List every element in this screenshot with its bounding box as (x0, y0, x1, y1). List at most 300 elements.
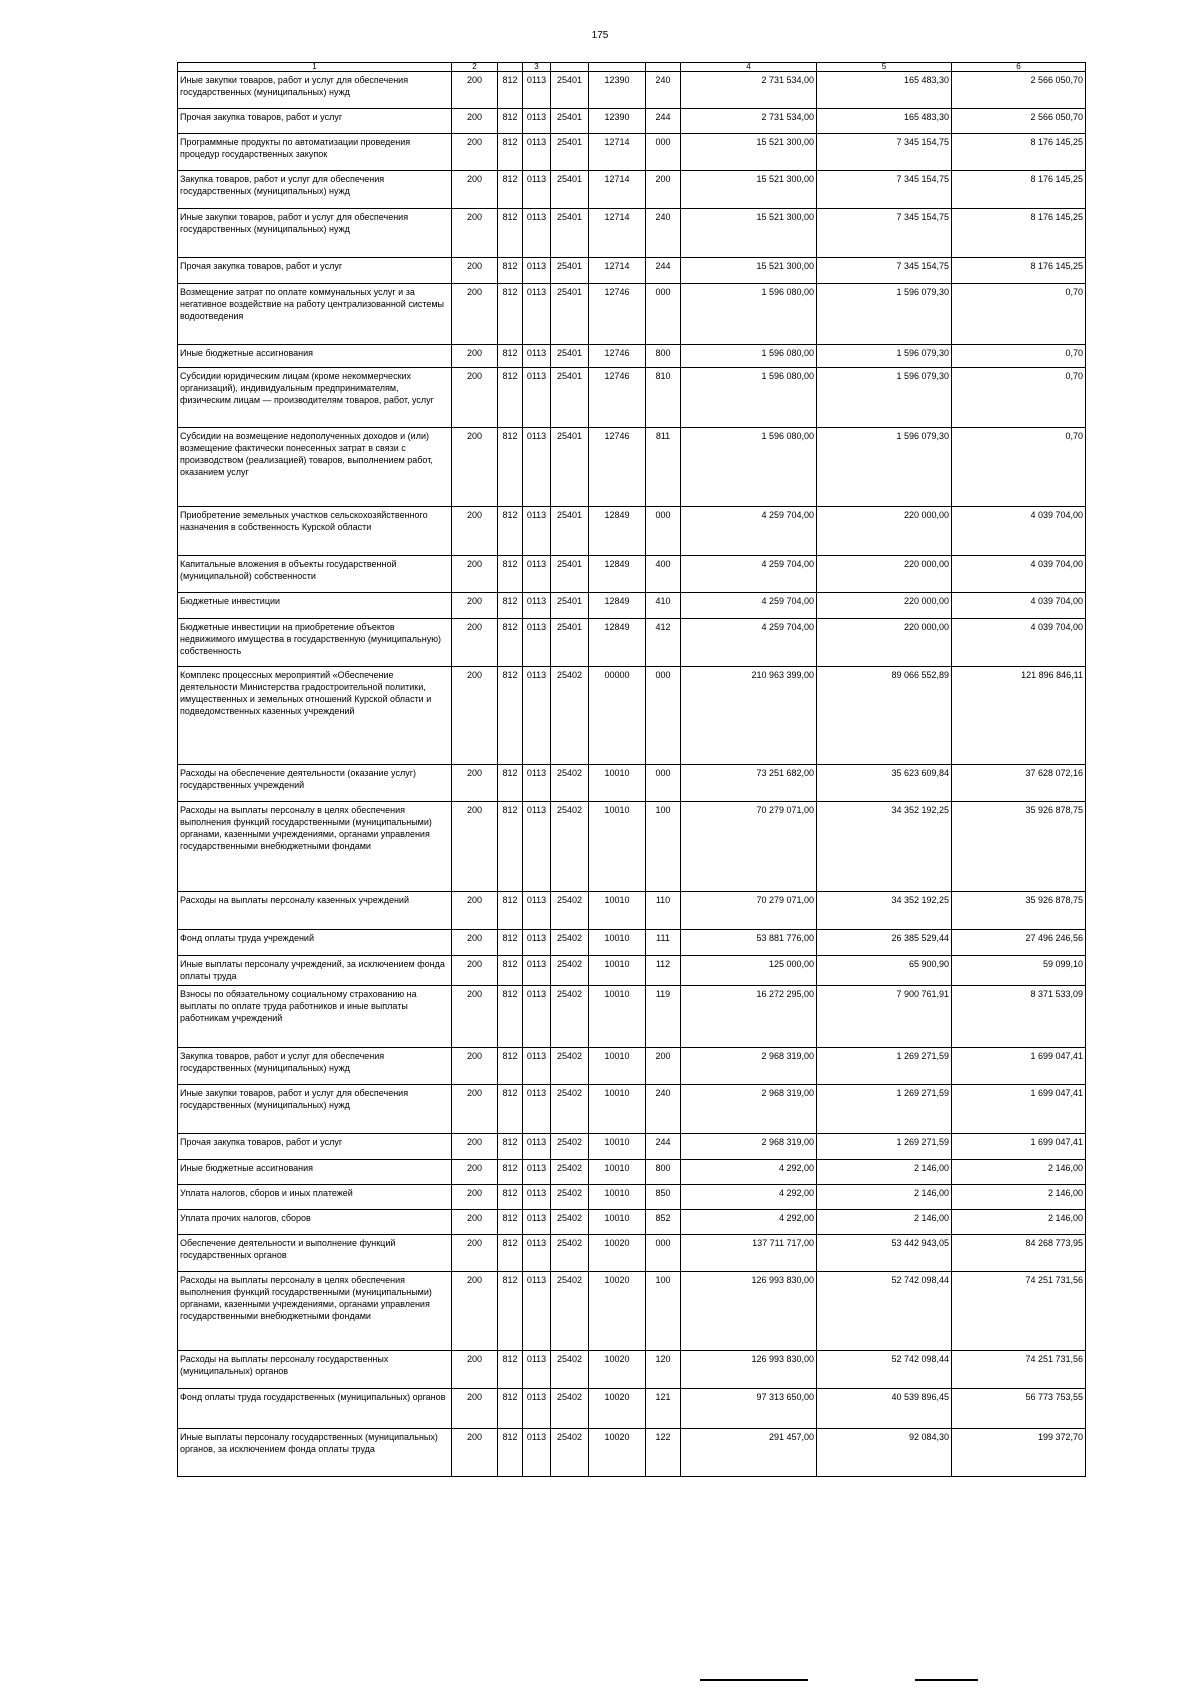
row-label-cell: Иные закупки товаров, работ и услуг для обеспечения государственных (муниципальных) нужд (178, 1085, 452, 1134)
table-row (178, 667, 1086, 765)
amount-cell: 16 272 295,00 (681, 986, 817, 1048)
code-cell: 850 (646, 1185, 681, 1210)
code-cell: 812 (498, 72, 523, 109)
code-cell: 812 (498, 1351, 523, 1389)
table-row (178, 930, 1086, 956)
code-cell: 25401 (551, 284, 589, 345)
amount-cell: 8 176 145,25 (952, 171, 1086, 209)
amount-cell: 2 731 534,00 (681, 109, 817, 134)
code-cell: 0113 (523, 1351, 551, 1389)
amount-cell: 0,70 (952, 284, 1086, 345)
amount-cell: 73 251 682,00 (681, 765, 817, 802)
code-cell: 200 (452, 1429, 498, 1477)
row-label-cell: Расходы на обеспечение деятельности (оказание услуг) государственных учреждений (178, 765, 452, 802)
code-cell: 812 (498, 930, 523, 956)
code-cell: 25401 (551, 109, 589, 134)
amount-cell: 126 993 830,00 (681, 1351, 817, 1389)
table-row (178, 1210, 1086, 1235)
code-cell: 000 (646, 134, 681, 171)
amount-cell: 92 084,30 (817, 1429, 952, 1477)
amount-cell: 2 146,00 (952, 1210, 1086, 1235)
amount-cell: 2 968 319,00 (681, 1134, 817, 1160)
table-row (178, 1351, 1086, 1389)
page-number: 175 (591, 30, 609, 41)
amount-cell: 65 900,90 (817, 956, 952, 986)
code-cell: 200 (452, 1210, 498, 1235)
amount-cell: 210 963 399,00 (681, 667, 817, 765)
table-row (178, 1429, 1086, 1477)
code-cell: 10010 (589, 956, 646, 986)
amount-cell: 165 483,30 (817, 109, 952, 134)
code-cell: 25401 (551, 593, 589, 619)
amount-cell: 15 521 300,00 (681, 209, 817, 258)
amount-cell: 1 699 047,41 (952, 1085, 1086, 1134)
code-cell: 852 (646, 1210, 681, 1235)
table-row (178, 134, 1086, 171)
code-cell: 812 (498, 134, 523, 171)
amount-cell: 7 345 154,75 (817, 134, 952, 171)
amount-cell: 35 926 878,75 (952, 892, 1086, 930)
code-cell: 0113 (523, 1272, 551, 1351)
code-cell: 121 (646, 1389, 681, 1429)
amount-cell: 7 900 761,91 (817, 986, 952, 1048)
amount-cell: 4 039 704,00 (952, 507, 1086, 556)
code-cell: 800 (646, 1160, 681, 1185)
amount-cell: 52 742 098,44 (817, 1351, 952, 1389)
code-cell: 400 (646, 556, 681, 593)
code-cell: 0113 (523, 1429, 551, 1477)
code-cell: 112 (646, 956, 681, 986)
code-cell: 25401 (551, 556, 589, 593)
code-cell: 10010 (589, 765, 646, 802)
code-cell: 0113 (523, 134, 551, 171)
code-cell: 200 (452, 667, 498, 765)
code-cell: 200 (452, 507, 498, 556)
amount-cell: 1 596 080,00 (681, 368, 817, 428)
amount-cell: 70 279 071,00 (681, 802, 817, 892)
code-cell: 10010 (589, 1185, 646, 1210)
code-cell: 25401 (551, 258, 589, 284)
row-label-cell: Обеспечение деятельности и выполнение функций государственных органов (178, 1235, 452, 1272)
code-cell: 200 (452, 1389, 498, 1429)
code-cell: 25401 (551, 507, 589, 556)
code-cell: 812 (498, 1429, 523, 1477)
amount-cell: 1 596 080,00 (681, 284, 817, 345)
amount-cell: 1 596 079,30 (817, 284, 952, 345)
column-number-cell (646, 63, 681, 72)
code-cell: 812 (498, 1272, 523, 1351)
code-cell: 0113 (523, 507, 551, 556)
code-cell: 10020 (589, 1429, 646, 1477)
amount-cell: 220 000,00 (817, 507, 952, 556)
code-cell: 25402 (551, 1210, 589, 1235)
row-label-cell: Закупка товаров, работ и услуг для обеспечения государственных (муниципальных) нужд (178, 1048, 452, 1085)
code-cell: 25402 (551, 1351, 589, 1389)
code-cell: 12746 (589, 428, 646, 507)
code-cell: 25401 (551, 619, 589, 667)
code-cell: 812 (498, 258, 523, 284)
code-cell: 0113 (523, 1210, 551, 1235)
table-row (178, 802, 1086, 892)
column-number-row (178, 63, 1086, 72)
amount-cell: 70 279 071,00 (681, 892, 817, 930)
code-cell: 812 (498, 556, 523, 593)
column-number-cell: 3 (523, 63, 551, 72)
amount-cell: 121 896 846,11 (952, 667, 1086, 765)
table-row (178, 209, 1086, 258)
row-label-cell: Расходы на выплаты персоналу государственных (муниципальных) органов (178, 1351, 452, 1389)
amount-cell: 2 968 319,00 (681, 1085, 817, 1134)
amount-cell: 8 371 533,09 (952, 986, 1086, 1048)
code-cell: 240 (646, 209, 681, 258)
code-cell: 0113 (523, 1085, 551, 1134)
table-row (178, 109, 1086, 134)
code-cell: 10010 (589, 1210, 646, 1235)
code-cell: 0113 (523, 1134, 551, 1160)
row-label-cell: Бюджетные инвестиции на приобретение объектов недвижимого имущества в государственную (муниципальную) собственность (178, 619, 452, 667)
row-label-cell: Субсидии юридическим лицам (кроме некоммерческих организаций), индивидуальным предпринимателям, физическим лицам — производителям товаров, работ, услуг (178, 368, 452, 428)
code-cell: 812 (498, 619, 523, 667)
code-cell: 25402 (551, 1235, 589, 1272)
amount-cell: 1 699 047,41 (952, 1134, 1086, 1160)
code-cell: 000 (646, 765, 681, 802)
row-label-cell: Комплекс процессных мероприятий «Обеспечение деятельности Министерства градостроительной политики, имущественных и земельных отношений Курской области и подведомственных казенных учреждений (178, 667, 452, 765)
footer-rule (915, 1679, 978, 1681)
code-cell: 10020 (589, 1351, 646, 1389)
code-cell: 812 (498, 109, 523, 134)
code-cell: 812 (498, 986, 523, 1048)
code-cell: 122 (646, 1429, 681, 1477)
code-cell: 200 (452, 258, 498, 284)
footer-rules (0, 1679, 1200, 1683)
table-row (178, 986, 1086, 1048)
amount-cell: 0,70 (952, 368, 1086, 428)
code-cell: 10010 (589, 1160, 646, 1185)
row-label-cell: Капитальные вложения в объекты государственной (муниципальной) собственности (178, 556, 452, 593)
code-cell: 12390 (589, 72, 646, 109)
amount-cell: 4 039 704,00 (952, 556, 1086, 593)
amount-cell: 1 596 079,30 (817, 368, 952, 428)
amount-cell: 199 372,70 (952, 1429, 1086, 1477)
amount-cell: 1 269 271,59 (817, 1085, 952, 1134)
code-cell: 0113 (523, 930, 551, 956)
amount-cell: 7 345 154,75 (817, 209, 952, 258)
code-cell: 200 (452, 1272, 498, 1351)
code-cell: 0113 (523, 171, 551, 209)
code-cell: 200 (646, 1048, 681, 1085)
code-cell: 200 (452, 428, 498, 507)
code-cell: 200 (452, 368, 498, 428)
table-row (178, 619, 1086, 667)
row-label-cell: Приобретение земельных участков сельскохозяйственного назначения в собственность Курской области (178, 507, 452, 556)
code-cell: 10010 (589, 1134, 646, 1160)
row-label-cell: Взносы по обязательному социальному страхованию на выплаты по оплате труда работников и иные выплаты работникам учреждений (178, 986, 452, 1048)
code-cell: 812 (498, 171, 523, 209)
amount-cell: 1 269 271,59 (817, 1134, 952, 1160)
amount-cell: 59 099,10 (952, 956, 1086, 986)
amount-cell: 137 711 717,00 (681, 1235, 817, 1272)
code-cell: 200 (452, 1048, 498, 1085)
column-number-cell (498, 63, 523, 72)
code-cell: 812 (498, 1389, 523, 1429)
row-label-cell: Прочая закупка товаров, работ и услуг (178, 109, 452, 134)
code-cell: 200 (452, 802, 498, 892)
code-cell: 812 (498, 892, 523, 930)
row-label-cell: Программные продукты по автоматизации проведения процедур государственных закупок (178, 134, 452, 171)
code-cell: 812 (498, 1048, 523, 1085)
code-cell: 25402 (551, 1272, 589, 1351)
code-cell: 200 (646, 171, 681, 209)
amount-cell: 53 881 776,00 (681, 930, 817, 956)
code-cell: 0113 (523, 209, 551, 258)
amount-cell: 2 146,00 (817, 1185, 952, 1210)
code-cell: 812 (498, 1210, 523, 1235)
code-cell: 812 (498, 1085, 523, 1134)
code-cell: 200 (452, 556, 498, 593)
amount-cell: 165 483,30 (817, 72, 952, 109)
code-cell: 100 (646, 1272, 681, 1351)
code-cell: 10010 (589, 930, 646, 956)
code-cell: 200 (452, 134, 498, 171)
amount-cell: 4 259 704,00 (681, 619, 817, 667)
amount-cell: 0,70 (952, 428, 1086, 507)
code-cell: 200 (452, 1085, 498, 1134)
code-cell: 0113 (523, 956, 551, 986)
code-cell: 0113 (523, 667, 551, 765)
code-cell: 812 (498, 284, 523, 345)
table-row (178, 1235, 1086, 1272)
row-label-cell: Прочая закупка товаров, работ и услуг (178, 258, 452, 284)
amount-cell: 1 596 080,00 (681, 428, 817, 507)
code-cell: 100 (646, 802, 681, 892)
code-cell: 12849 (589, 507, 646, 556)
row-label-cell: Фонд оплаты труда учреждений (178, 930, 452, 956)
code-cell: 244 (646, 1134, 681, 1160)
code-cell: 0113 (523, 1185, 551, 1210)
code-cell: 0113 (523, 802, 551, 892)
code-cell: 200 (452, 171, 498, 209)
code-cell: 0113 (523, 345, 551, 368)
amount-cell: 1 699 047,41 (952, 1048, 1086, 1085)
code-cell: 25402 (551, 892, 589, 930)
code-cell: 0113 (523, 619, 551, 667)
code-cell: 812 (498, 802, 523, 892)
table-row (178, 284, 1086, 345)
code-cell: 0113 (523, 1389, 551, 1429)
code-cell: 12746 (589, 368, 646, 428)
table-row (178, 368, 1086, 428)
row-label-cell: Иные выплаты персоналу учреждений, за исключением фонда оплаты труда (178, 956, 452, 986)
code-cell: 811 (646, 428, 681, 507)
code-cell: 200 (452, 593, 498, 619)
code-cell: 12849 (589, 619, 646, 667)
code-cell: 25402 (551, 1134, 589, 1160)
code-cell: 200 (452, 1185, 498, 1210)
row-label-cell: Возмещение затрат по оплате коммунальных услуг и за негативное воздействие на работу централизованной системы водоотведения (178, 284, 452, 345)
column-number-cell (551, 63, 589, 72)
code-cell: 25401 (551, 428, 589, 507)
column-number-cell: 1 (178, 63, 452, 72)
amount-cell: 1 596 080,00 (681, 345, 817, 368)
row-label-cell: Расходы на выплаты персоналу в целях обеспечения выполнения функций государственными (муниципальными) органами, казенными учреждениями, органами управления государственными внебюджетными фондами (178, 802, 452, 892)
table-row (178, 765, 1086, 802)
amount-cell: 1 269 271,59 (817, 1048, 952, 1085)
table-row (178, 428, 1086, 507)
amount-cell: 220 000,00 (817, 619, 952, 667)
amount-cell: 220 000,00 (817, 556, 952, 593)
row-label-cell: Иные закупки товаров, работ и услуг для обеспечения государственных (муниципальных) нужд (178, 209, 452, 258)
table-row (178, 1389, 1086, 1429)
amount-cell: 291 457,00 (681, 1429, 817, 1477)
amount-cell: 34 352 192,25 (817, 802, 952, 892)
code-cell: 244 (646, 258, 681, 284)
column-number-cell: 6 (952, 63, 1086, 72)
amount-cell: 2 146,00 (952, 1185, 1086, 1210)
code-cell: 200 (452, 109, 498, 134)
table-row (178, 507, 1086, 556)
code-cell: 0113 (523, 1048, 551, 1085)
table-row (178, 1134, 1086, 1160)
amount-cell: 34 352 192,25 (817, 892, 952, 930)
code-cell: 200 (452, 1235, 498, 1272)
amount-cell: 1 596 079,30 (817, 428, 952, 507)
code-cell: 25402 (551, 1160, 589, 1185)
row-label-cell: Расходы на выплаты персоналу казенных учреждений (178, 892, 452, 930)
code-cell: 812 (498, 1235, 523, 1272)
code-cell: 000 (646, 1235, 681, 1272)
code-cell: 244 (646, 109, 681, 134)
code-cell: 200 (452, 345, 498, 368)
amount-cell: 4 259 704,00 (681, 593, 817, 619)
code-cell: 812 (498, 1160, 523, 1185)
code-cell: 10010 (589, 1048, 646, 1085)
code-cell: 812 (498, 667, 523, 765)
amount-cell: 56 773 753,55 (952, 1389, 1086, 1429)
amount-cell: 15 521 300,00 (681, 134, 817, 171)
amount-cell: 2 146,00 (817, 1210, 952, 1235)
footer-rule (700, 1679, 808, 1681)
code-cell: 0113 (523, 109, 551, 134)
code-cell: 0113 (523, 1235, 551, 1272)
code-cell: 240 (646, 72, 681, 109)
code-cell: 412 (646, 619, 681, 667)
amount-cell: 8 176 145,25 (952, 209, 1086, 258)
code-cell: 25402 (551, 1085, 589, 1134)
amount-cell: 74 251 731,56 (952, 1272, 1086, 1351)
code-cell: 12849 (589, 556, 646, 593)
amount-cell: 4 259 704,00 (681, 507, 817, 556)
code-cell: 00000 (589, 667, 646, 765)
code-cell: 12714 (589, 258, 646, 284)
amount-cell: 15 521 300,00 (681, 171, 817, 209)
code-cell: 812 (498, 428, 523, 507)
code-cell: 25401 (551, 134, 589, 171)
amount-cell: 0,70 (952, 345, 1086, 368)
amount-cell: 89 066 552,89 (817, 667, 952, 765)
code-cell: 120 (646, 1351, 681, 1389)
code-cell: 000 (646, 667, 681, 765)
amount-cell: 26 385 529,44 (817, 930, 952, 956)
code-cell: 812 (498, 765, 523, 802)
code-cell: 0113 (523, 556, 551, 593)
amount-cell: 40 539 896,45 (817, 1389, 952, 1429)
code-cell: 810 (646, 368, 681, 428)
table-row (178, 171, 1086, 209)
code-cell: 25402 (551, 802, 589, 892)
code-cell: 12746 (589, 284, 646, 345)
amount-cell: 27 496 246,56 (952, 930, 1086, 956)
amount-cell: 4 292,00 (681, 1160, 817, 1185)
amount-cell: 4 039 704,00 (952, 593, 1086, 619)
code-cell: 119 (646, 986, 681, 1048)
row-label-cell: Иные бюджетные ассигнования (178, 345, 452, 368)
code-cell: 812 (498, 345, 523, 368)
amount-cell: 2 146,00 (952, 1160, 1086, 1185)
table-row (178, 892, 1086, 930)
table-row (178, 1185, 1086, 1210)
amount-cell: 37 628 072,16 (952, 765, 1086, 802)
code-cell: 25402 (551, 986, 589, 1048)
amount-cell: 53 442 943,05 (817, 1235, 952, 1272)
code-cell: 25402 (551, 956, 589, 986)
code-cell: 25402 (551, 1429, 589, 1477)
code-cell: 10020 (589, 1272, 646, 1351)
code-cell: 0113 (523, 1160, 551, 1185)
code-cell: 240 (646, 1085, 681, 1134)
amount-cell: 84 268 773,95 (952, 1235, 1086, 1272)
row-label-cell: Закупка товаров, работ и услуг для обеспечения государственных (муниципальных) нужд (178, 171, 452, 209)
code-cell: 25402 (551, 1185, 589, 1210)
code-cell: 0113 (523, 72, 551, 109)
amount-cell: 8 176 145,25 (952, 258, 1086, 284)
code-cell: 410 (646, 593, 681, 619)
column-number-cell: 4 (681, 63, 817, 72)
amount-cell: 8 176 145,25 (952, 134, 1086, 171)
column-number-cell: 5 (817, 63, 952, 72)
code-cell: 111 (646, 930, 681, 956)
code-cell: 25402 (551, 1389, 589, 1429)
code-cell: 10010 (589, 802, 646, 892)
code-cell: 10010 (589, 986, 646, 1048)
amount-cell: 4 259 704,00 (681, 556, 817, 593)
amount-cell: 2 968 319,00 (681, 1048, 817, 1085)
code-cell: 200 (452, 765, 498, 802)
code-cell: 10010 (589, 892, 646, 930)
code-cell: 812 (498, 593, 523, 619)
code-cell: 200 (452, 1134, 498, 1160)
code-cell: 25401 (551, 345, 589, 368)
amount-cell: 126 993 830,00 (681, 1272, 817, 1351)
code-cell: 12714 (589, 209, 646, 258)
table-row (178, 72, 1086, 109)
row-label-cell: Иные бюджетные ассигнования (178, 1160, 452, 1185)
code-cell: 12849 (589, 593, 646, 619)
amount-cell: 74 251 731,56 (952, 1351, 1086, 1389)
code-cell: 25401 (551, 72, 589, 109)
row-label-cell: Уплата прочих налогов, сборов (178, 1210, 452, 1235)
amount-cell: 220 000,00 (817, 593, 952, 619)
code-cell: 25401 (551, 368, 589, 428)
amount-cell: 15 521 300,00 (681, 258, 817, 284)
code-cell: 25402 (551, 930, 589, 956)
table-row (178, 1085, 1086, 1134)
code-cell: 25402 (551, 667, 589, 765)
budget-table (177, 62, 1086, 1477)
code-cell: 0113 (523, 258, 551, 284)
table-row (178, 1048, 1086, 1085)
code-cell: 200 (452, 956, 498, 986)
code-cell: 12390 (589, 109, 646, 134)
